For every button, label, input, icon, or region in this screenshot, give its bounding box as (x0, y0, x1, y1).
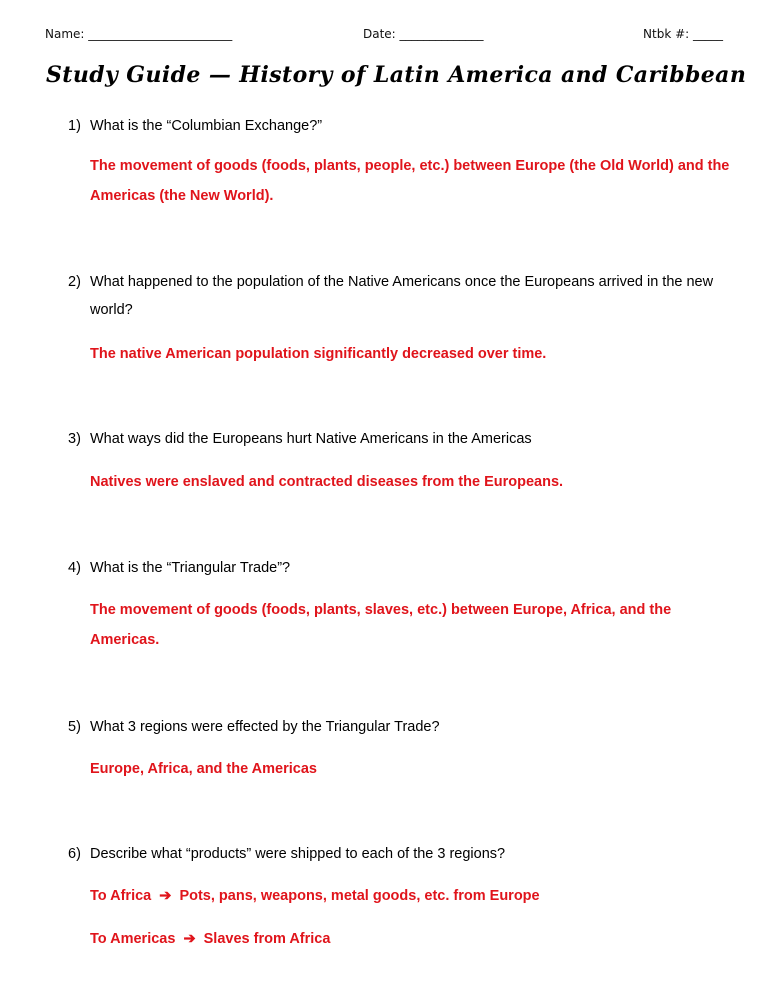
question-text: What happened to the population of the Native Americans once the Europeans arrived in the new world? (90, 274, 714, 318)
question-5 (68, 713, 718, 741)
question-number: 2) (68, 274, 81, 290)
question-text: What ways did the Europeans hurt Native Americans in the Americas (90, 431, 532, 447)
question-1 (68, 112, 718, 140)
question-text: What 3 regions were effected by the Triangular Trade? (90, 719, 440, 735)
right-arrow-icon: ➔ (159, 888, 172, 904)
question-text: What is the “Triangular Trade”? (90, 560, 291, 576)
right-arrow-icon: ➔ (183, 931, 196, 947)
answer-6a (90, 881, 730, 911)
notebook-number-field[interactable]: Ntbk #: _____ (643, 27, 723, 41)
question-number: 4) (68, 560, 81, 576)
header-row (45, 27, 723, 47)
answer-6b (90, 924, 730, 954)
question-text: What is the “Columbian Exchange?” (90, 118, 323, 134)
products-text: Pots, pans, weapons, metal goods, etc. from Europe (179, 888, 540, 904)
date-field[interactable]: Date: ______________ (363, 27, 484, 41)
answer-5: Europe, Africa, and the Americas (90, 761, 317, 777)
page-title: Study Guide — History of Latin America and Caribbean (46, 62, 747, 88)
answer-1: The movement of goods (foods, plants, people, etc.) between Europe (the Old World) and the Americas (the New World). (90, 158, 730, 204)
question-2 (68, 268, 718, 324)
answer-4: The movement of goods (foods, plants, slaves, etc.) between Europe, Africa, and the Americas. (90, 602, 672, 648)
question-text: Describe what “products” were shipped to each of the 3 regions? (90, 846, 506, 862)
answer-2: The native American population significantly decreased over time. (90, 346, 547, 362)
question-number: 5) (68, 719, 81, 735)
question-4 (68, 554, 718, 582)
destination-label: To Americas (90, 931, 176, 947)
question-number: 6) (68, 846, 81, 862)
question-6 (68, 840, 718, 868)
question-number: 1) (68, 118, 81, 134)
question-number: 3) (68, 431, 81, 447)
products-text: Slaves from Africa (203, 931, 331, 947)
answer-3: Natives were enslaved and contracted diseases from the Europeans. (90, 474, 564, 490)
question-3 (68, 425, 718, 453)
destination-label: To Africa (90, 888, 152, 904)
name-field[interactable]: Name: ________________________ (45, 27, 233, 41)
